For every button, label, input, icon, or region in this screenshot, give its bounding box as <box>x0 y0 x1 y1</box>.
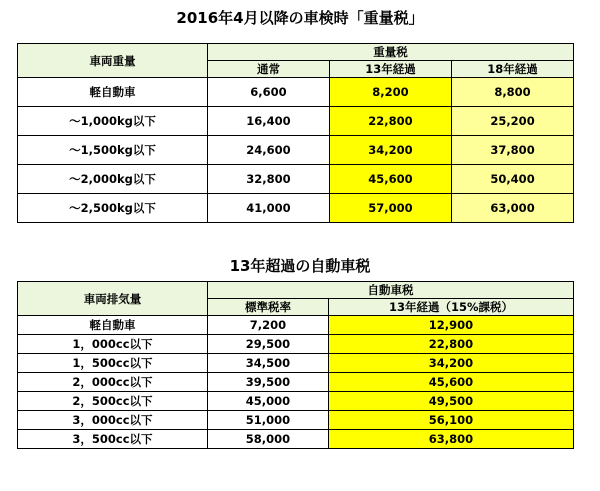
column-header-category: 車両重量 <box>18 44 208 78</box>
table-row <box>18 78 574 107</box>
table-cell: 34,200 <box>330 136 452 165</box>
row-label: 3，000cc以下 <box>18 411 208 430</box>
table-cell: 29,500 <box>208 335 329 354</box>
table-row <box>18 373 574 392</box>
table-cell: 45,000 <box>208 392 329 411</box>
row-label: 2，500cc以下 <box>18 392 208 411</box>
table-cell: 7,200 <box>208 316 329 335</box>
table-row <box>18 165 574 194</box>
column-header-normal: 通常 <box>208 61 330 78</box>
column-header-13yr: 13年経過（15%課税） <box>329 299 574 316</box>
column-group-header: 重量税 <box>208 44 574 61</box>
table-cell: 32,800 <box>208 165 330 194</box>
row-label: ～1,500kg以下 <box>18 136 208 165</box>
table-header-row <box>18 282 574 299</box>
weight-tax-title: 2016年4月以降の車検時「重量税」 <box>176 9 424 27</box>
table-row <box>18 136 574 165</box>
row-label: ～2,000kg以下 <box>18 165 208 194</box>
table-cell: 63,000 <box>452 194 574 223</box>
table-cell: 45,600 <box>330 165 452 194</box>
row-label: ～1,000kg以下 <box>18 107 208 136</box>
table-cell: 49,500 <box>329 392 574 411</box>
table-cell: 16,400 <box>208 107 330 136</box>
table-row <box>18 194 574 223</box>
auto-tax-table <box>17 281 574 449</box>
table-cell: 22,800 <box>330 107 452 136</box>
table-cell: 37,800 <box>452 136 574 165</box>
row-label: 1，000cc以下 <box>18 335 208 354</box>
table-cell: 24,600 <box>208 136 330 165</box>
column-header-13yr: 13年経過 <box>330 61 452 78</box>
column-header-18yr: 18年経過 <box>452 61 574 78</box>
table-cell: 50,400 <box>452 165 574 194</box>
table-row <box>18 107 574 136</box>
table-cell: 41,000 <box>208 194 330 223</box>
weight-tax-table <box>17 43 574 223</box>
table-cell: 12,900 <box>329 316 574 335</box>
table-cell: 8,800 <box>452 78 574 107</box>
table-row <box>18 354 574 373</box>
table-row <box>18 392 574 411</box>
table-cell: 22,800 <box>329 335 574 354</box>
auto-tax-title: 13年超過の自動車税 <box>229 257 371 275</box>
table-cell: 8,200 <box>330 78 452 107</box>
table-cell: 25,200 <box>452 107 574 136</box>
table-cell: 34,200 <box>329 354 574 373</box>
row-label: ～2,500kg以下 <box>18 194 208 223</box>
row-label: 軽自動車 <box>18 316 208 335</box>
table-cell: 39,500 <box>208 373 329 392</box>
table-row <box>18 430 574 449</box>
column-header-standard: 標準税率 <box>208 299 329 316</box>
table-row <box>18 316 574 335</box>
table-cell: 34,500 <box>208 354 329 373</box>
row-label: 軽自動車 <box>18 78 208 107</box>
table-cell: 63,800 <box>329 430 574 449</box>
row-label: 1，500cc以下 <box>18 354 208 373</box>
table-cell: 6,600 <box>208 78 330 107</box>
table-row <box>18 411 574 430</box>
table-cell: 58,000 <box>208 430 329 449</box>
table-cell: 56,100 <box>329 411 574 430</box>
table-cell: 45,600 <box>329 373 574 392</box>
row-label: 3，500cc以下 <box>18 430 208 449</box>
table-cell: 51,000 <box>208 411 329 430</box>
row-label: 2，000cc以下 <box>18 373 208 392</box>
table-row <box>18 335 574 354</box>
column-group-header: 自動車税 <box>208 282 574 299</box>
table-header-row <box>18 44 574 61</box>
column-header-category: 車両排気量 <box>18 282 208 316</box>
table-cell: 57,000 <box>330 194 452 223</box>
